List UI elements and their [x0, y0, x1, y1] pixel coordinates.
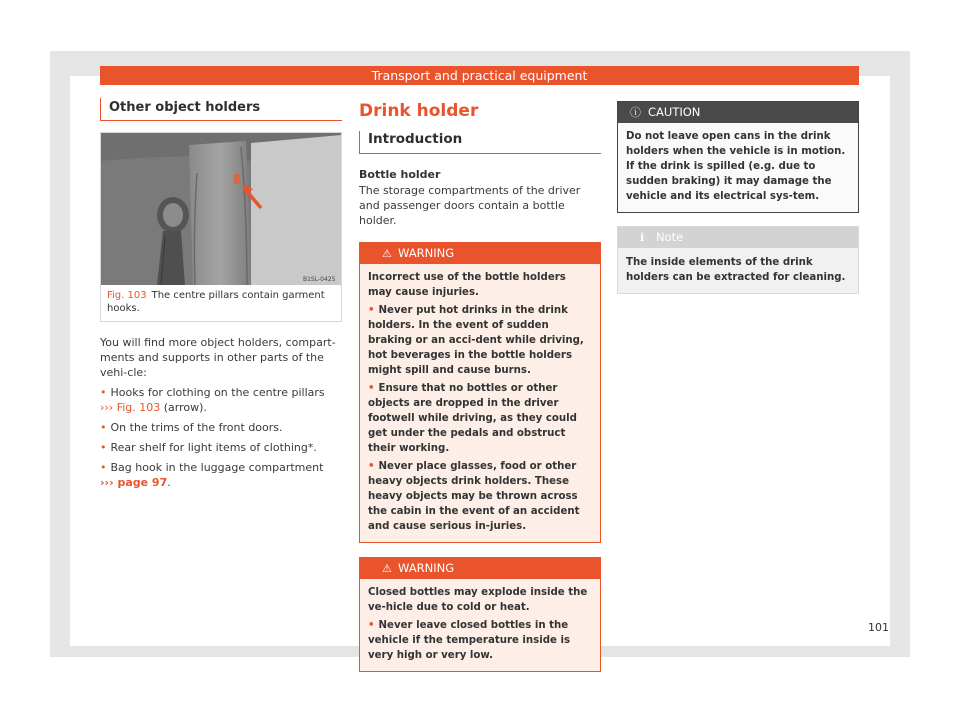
page-title: Drink holder	[359, 101, 479, 121]
page-number: 101	[868, 621, 889, 634]
caution-label: CAUTION	[648, 105, 701, 119]
list-item: • Never put hot drinks in the drink holders. In the event of sudden braking or an acci-dent while driving, hot beverages in the bottle holders might spill and cause burns.	[368, 305, 584, 376]
section-heading-object-holders: Other object holders	[100, 98, 342, 121]
centre-pillar-illustration	[101, 133, 341, 285]
warning-icon: ⚠	[382, 247, 392, 260]
chapter-header: Transport and practical equipment	[100, 66, 859, 85]
subsection-heading: Bottle holder	[359, 168, 441, 181]
note-box	[617, 226, 859, 294]
list-item: • Never leave closed bottles in the vehicle if the temperature inside is very high or very low.	[368, 620, 571, 661]
list-item: • Bag hook in the luggage compartment ››› page 97.	[100, 461, 324, 489]
list-item: • On the trims of the front doors.	[100, 421, 283, 434]
info-icon: ℹ	[640, 231, 645, 244]
list-item: • Hooks for clothing on the centre pillars ››› Fig. 103 (arrow).	[100, 386, 325, 414]
warning-text: Closed bottles may explode inside the ve-hicle due to cold or heat.	[368, 587, 588, 613]
bullet-icon: •	[368, 383, 375, 394]
intro-paragraph: The storage compartments of the driver and passenger doors contain a bottle holder.	[359, 184, 581, 227]
caution-box	[617, 101, 859, 213]
bullet-icon: •	[100, 441, 107, 454]
caution-text: Do not leave open cans in the drink holders when the vehicle is in motion. If the drink is spilled (e.g. due to sudden braking) it may damage the vehicle and its electrical sys-tem.	[626, 131, 846, 202]
caution-icon: ⓘ	[630, 106, 641, 119]
warning-icon: ⚠	[382, 562, 392, 575]
bullet-icon: •	[100, 386, 107, 399]
column-middle	[359, 98, 601, 672]
bullet-icon: •	[368, 461, 375, 472]
warning-label: WARNING	[398, 561, 455, 575]
warning-box	[359, 557, 601, 672]
cross-reference-link[interactable]: ››› Fig. 103	[100, 401, 161, 414]
bullet-icon: •	[368, 620, 375, 631]
figure-103	[100, 132, 342, 322]
bullet-icon: •	[100, 421, 107, 434]
figure-caption	[101, 285, 341, 321]
list-item: • Rear shelf for light items of clothing*.	[100, 441, 317, 454]
note-text: The inside elements of the drink holders can be extracted for cleaning.	[626, 257, 846, 283]
column-left	[100, 98, 342, 490]
figure-code: B1SL-0425	[303, 276, 336, 283]
list-item: • Never place glasses, food or other heavy objects drink holders. These heavy objects may be thrown across the cabin in the event of an accident and cause serious in-juries.	[368, 461, 580, 532]
warning-box	[359, 242, 601, 543]
figure-caption-text: The centre pillars contain garment hooks.	[107, 290, 325, 314]
note-label: Note	[656, 230, 684, 244]
section-heading-introduction: Introduction	[359, 131, 601, 154]
figure-label: Fig. 103	[107, 290, 147, 301]
column-right	[617, 101, 859, 294]
bullet-icon: •	[100, 461, 107, 474]
list-item: • Ensure that no bottles or other objects are dropped in the driver footwell while driving, as they could get under the pedals and obstruct their working.	[368, 383, 577, 454]
warning-text: Incorrect use of the bottle holders may cause injuries.	[368, 272, 566, 298]
bullet-icon: •	[368, 305, 375, 316]
cross-reference-link[interactable]: ››› page 97	[100, 476, 168, 489]
intro-paragraph: You will find more object holders, compart-ments and supports in other parts of the vehi-cle:	[100, 336, 336, 379]
warning-label: WARNING	[398, 246, 455, 260]
